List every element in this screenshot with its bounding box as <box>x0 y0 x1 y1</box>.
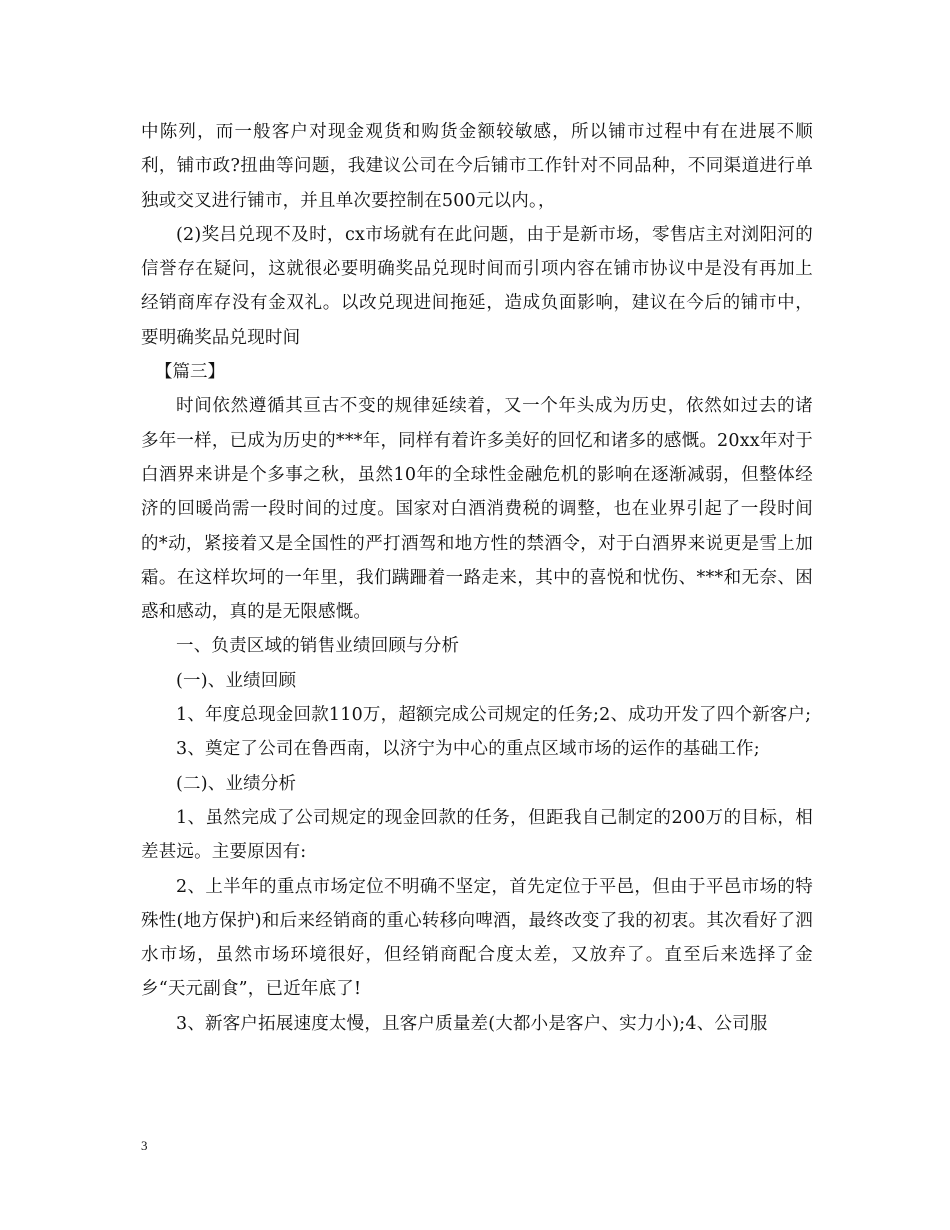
paragraph-4: 一、负责区域的销售业绩回顾与分析 <box>176 636 460 657</box>
paragraph-7: 3、奠定了公司在鲁西南，以济宁为中心的重点区域市场的运作的基础工作; <box>176 739 760 760</box>
document-body <box>141 115 813 1041</box>
paragraph-5: (一)、业绩回顾 <box>176 670 297 691</box>
paragraph-1: 中陈列，而一般客户对现金观货和购货金额较敏感，所以铺市过程中有在进展不顺利，铺市政?扭曲等问题，我建议公司在今后铺市工作针对不同品种，不同渠道进行单独或交叉进行铺市，并且单次要控制在500元以内。， <box>141 122 813 211</box>
paragraph-11: 3、新客户拓展速度太慢，且客户质量差(大都小是客户、实力小);4、公司服 <box>176 1013 768 1034</box>
page-number: 3 <box>141 1138 148 1153</box>
section-heading: 【篇三】 <box>155 362 225 383</box>
paragraph-8: (二)、业绩分析 <box>176 773 297 794</box>
paragraph-9: 1、虽然完成了公司规定的现金回款的任务，但距我自己制定的200万的目标，相差甚远。主要原因有: <box>141 807 813 863</box>
paragraph-10: 2、上半年的重点市场定位不明确不坚定，首先定位于平邑，但由于平邑市场的特殊性(地方保护)和后来经销商的重心转移向啤酒，最终改变了我的初衷。其次看好了泗水市场，虽然市场环境很好，但经销商配合度太差，又放弃了。直至后来选择了金乡“天元副食”，已近年底了! <box>141 876 813 1000</box>
paragraph-2: (2)奖吕兑现不及时，cx市场就有在此问题，由于是新市场，零售店主对浏阳河的信誉存在疑问，这就很必要明确奖品兑现时间而引项内容在铺市协议中是没有再加上经销商库存没有金双礼。以改兑现进间拖延，造成负面影响，建议在今后的铺市中，要明确奖品兑现时间 <box>141 224 813 348</box>
paragraph-3: 时间依然遵循其亘古不变的规律延续着，又一个年头成为历史，依然如过去的诸多年一样，已成为历史的***年，同样有着许多美好的回忆和诸多的感慨。20xx年对于白酒界来讲是个多事之秋，虽然10年的全球性金融危机的影响在逐渐减弱，但整体经济的回暖尚需一段时间的过度。国家对白酒消费税的调整，也在业界引起了一段时间的*动，紧接着又是全国性的严打酒驾和地方性的禁酒令，对于白酒界来说更是雪上加霜。在这样坎坷的一年里，我们蹒跚着一路走来，其中的喜悦和忧伤、***和无奈、困惑和感动，真的是无限感慨。 <box>141 396 813 623</box>
paragraph-6: 1、年度总现金回款110万，超额完成公司规定的任务;2、成功开发了四个新客户; <box>176 705 812 726</box>
